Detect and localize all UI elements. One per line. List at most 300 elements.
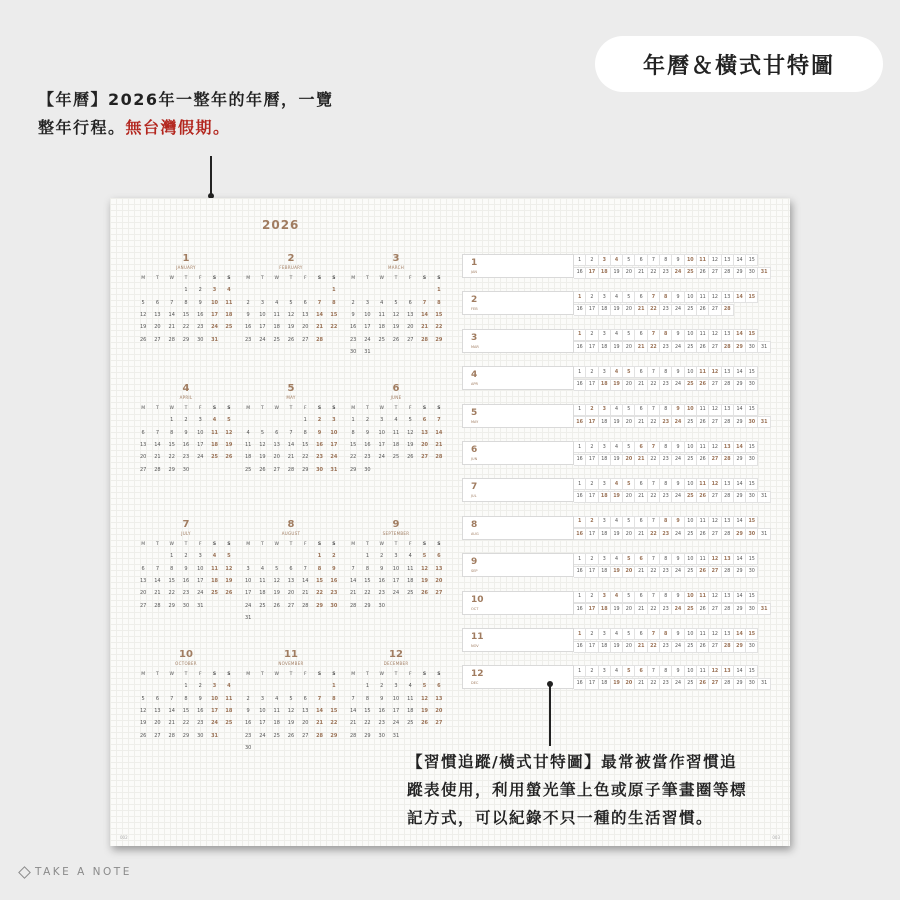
calendar-day[interactable]: 21 bbox=[435, 441, 443, 448]
calendar-day[interactable]: 31 bbox=[364, 349, 371, 356]
calendar-day[interactable]: 19 bbox=[407, 441, 414, 448]
tracker-day-cell[interactable]: 22 bbox=[648, 603, 660, 615]
tracker-day-cell[interactable]: 7 bbox=[648, 553, 660, 565]
tracker-day-cell[interactable]: 24 bbox=[672, 678, 684, 690]
calendar-day[interactable]: 4 bbox=[394, 417, 398, 424]
calendar-day[interactable]: 19 bbox=[139, 324, 147, 331]
calendar-day[interactable]: 22 bbox=[330, 720, 338, 727]
calendar-day[interactable]: 19 bbox=[287, 324, 295, 331]
tracker-day-cell[interactable]: 14 bbox=[734, 478, 746, 490]
tracker-day-cell[interactable]: 10 bbox=[685, 291, 697, 303]
tracker-day-cell[interactable]: 8 bbox=[660, 478, 672, 490]
tracker-day-cell[interactable]: 20 bbox=[623, 491, 635, 503]
calendar-day[interactable]: 28 bbox=[421, 336, 429, 343]
tracker-day-cell[interactable]: 23 bbox=[660, 304, 672, 316]
calendar-day[interactable]: 1 bbox=[170, 417, 174, 424]
tracker-day-cell[interactable]: 8 bbox=[660, 291, 672, 303]
calendar-day[interactable]: 14 bbox=[316, 707, 324, 714]
calendar-day[interactable]: 29 bbox=[364, 732, 371, 739]
tracker-day-cell[interactable]: 13 bbox=[722, 591, 734, 603]
calendar-day[interactable]: 25 bbox=[392, 454, 400, 461]
calendar-day[interactable] bbox=[165, 680, 179, 692]
calendar-day[interactable]: 6 bbox=[141, 429, 145, 436]
tracker-day-cell[interactable]: 28 bbox=[722, 416, 734, 428]
calendar-day[interactable]: 6 bbox=[408, 299, 412, 306]
calendar-day[interactable]: 26 bbox=[259, 466, 266, 473]
tracker-day-cell[interactable]: 8 bbox=[660, 404, 672, 416]
tracker-day-cell[interactable]: 10 bbox=[685, 366, 697, 378]
calendar-day[interactable]: 18 bbox=[378, 324, 385, 331]
tracker-day-cell[interactable]: 16 bbox=[574, 416, 586, 428]
calendar-day[interactable] bbox=[417, 730, 431, 742]
tracker-day-cell[interactable]: 11 bbox=[697, 591, 709, 603]
calendar-day[interactable]: 4 bbox=[212, 553, 217, 560]
calendar-day[interactable]: 31 bbox=[197, 602, 204, 609]
calendar-day[interactable]: 15 bbox=[168, 577, 175, 584]
calendar-day[interactable]: 29 bbox=[435, 336, 443, 343]
tracker-day-cell[interactable]: 4 bbox=[611, 478, 623, 490]
calendar-day[interactable] bbox=[270, 284, 284, 296]
calendar-day[interactable]: 12 bbox=[407, 429, 414, 436]
tracker-day-cell[interactable]: 14 bbox=[734, 366, 746, 378]
calendar-day[interactable]: 23 bbox=[197, 720, 204, 727]
tracker-day-cell[interactable]: 28 bbox=[722, 454, 734, 466]
tracker-day-cell[interactable]: 19 bbox=[611, 416, 623, 428]
calendar-day[interactable] bbox=[389, 464, 403, 476]
calendar-day[interactable]: 13 bbox=[154, 311, 161, 318]
tracker-day-cell[interactable]: 21 bbox=[635, 267, 647, 279]
calendar-day[interactable]: 19 bbox=[421, 707, 429, 714]
calendar-day[interactable]: 4 bbox=[408, 553, 412, 560]
calendar-day[interactable]: 17 bbox=[259, 324, 266, 331]
calendar-day[interactable]: 8 bbox=[184, 695, 188, 702]
calendar-day[interactable]: 20 bbox=[421, 441, 429, 448]
calendar-day[interactable] bbox=[375, 464, 389, 476]
tracker-day-cell[interactable]: 24 bbox=[672, 416, 684, 428]
tracker-day-cell[interactable]: 26 bbox=[697, 267, 709, 279]
tracker-day-cell[interactable]: 4 bbox=[611, 591, 623, 603]
tracker-day-cell[interactable]: 27 bbox=[709, 304, 721, 316]
calendar-day[interactable]: 24 bbox=[211, 720, 219, 727]
calendar-day[interactable]: 14 bbox=[154, 577, 161, 584]
tracker-day-cell[interactable]: 13 bbox=[722, 665, 734, 677]
calendar-day[interactable]: 24 bbox=[197, 454, 204, 461]
calendar-day[interactable]: 22 bbox=[302, 454, 309, 461]
tracker-day-cell[interactable]: 10 bbox=[685, 665, 697, 677]
tracker-day-cell[interactable]: 21 bbox=[635, 379, 647, 391]
calendar-day[interactable]: 20 bbox=[435, 577, 443, 584]
calendar-day[interactable]: 25 bbox=[259, 602, 266, 609]
tracker-day-cell[interactable]: 22 bbox=[648, 416, 660, 428]
calendar-day[interactable] bbox=[403, 600, 417, 612]
tracker-day-cell[interactable]: 4 bbox=[611, 404, 623, 416]
calendar-day[interactable]: 9 bbox=[246, 311, 250, 318]
tracker-day-cell[interactable]: 25 bbox=[685, 528, 697, 540]
tracker-day-cell[interactable]: 9 bbox=[672, 628, 684, 640]
calendar-day[interactable]: 13 bbox=[273, 441, 280, 448]
calendar-day[interactable]: 14 bbox=[287, 441, 295, 448]
tracker-day-cell[interactable]: 16 bbox=[574, 267, 586, 279]
tracker-day-cell[interactable]: 23 bbox=[660, 603, 672, 615]
calendar-day[interactable]: 15 bbox=[364, 707, 371, 714]
tracker-day-cell[interactable]: 22 bbox=[648, 267, 660, 279]
calendar-day[interactable]: 30 bbox=[330, 602, 338, 609]
tracker-day-cell[interactable]: 3 bbox=[599, 591, 611, 603]
tracker-day-cell[interactable]: 31 bbox=[758, 603, 770, 615]
calendar-day[interactable] bbox=[193, 464, 207, 476]
calendar-day[interactable]: 5 bbox=[227, 417, 231, 424]
tracker-day-cell[interactable]: 17 bbox=[586, 341, 598, 353]
calendar-day[interactable]: 7 bbox=[317, 695, 322, 702]
calendar-day[interactable] bbox=[417, 346, 431, 358]
calendar-day[interactable]: 11 bbox=[225, 299, 233, 306]
tracker-day-cell[interactable]: 18 bbox=[599, 454, 611, 466]
calendar-day[interactable] bbox=[360, 284, 374, 296]
calendar-day[interactable]: 12 bbox=[421, 565, 429, 572]
tracker-day-cell[interactable]: 26 bbox=[697, 678, 709, 690]
calendar-day[interactable]: 20 bbox=[139, 454, 147, 461]
calendar-day[interactable]: 14 bbox=[168, 707, 175, 714]
calendar-day[interactable]: 1 bbox=[332, 287, 336, 294]
calendar-day[interactable]: 2 bbox=[246, 695, 250, 702]
calendar-day[interactable]: 5 bbox=[141, 299, 145, 306]
calendar-day[interactable]: 23 bbox=[330, 590, 338, 597]
tracker-day-cell[interactable]: 25 bbox=[685, 491, 697, 503]
tracker-day-cell[interactable]: 27 bbox=[709, 341, 721, 353]
calendar-day[interactable]: 27 bbox=[421, 454, 429, 461]
tracker-day-cell[interactable]: 2 bbox=[586, 329, 598, 341]
tracker-day-cell[interactable]: 24 bbox=[672, 341, 684, 353]
calendar-day[interactable]: 16 bbox=[197, 311, 204, 318]
calendar-day[interactable]: 15 bbox=[349, 441, 357, 448]
tracker-day-cell[interactable]: 5 bbox=[623, 329, 635, 341]
calendar-day[interactable]: 3 bbox=[394, 553, 398, 560]
tracker-day-cell[interactable]: 5 bbox=[623, 665, 635, 677]
calendar-day[interactable]: 28 bbox=[287, 466, 295, 473]
calendar-day[interactable]: 8 bbox=[365, 565, 370, 572]
calendar-day[interactable]: 26 bbox=[139, 732, 147, 739]
tracker-day-cell[interactable]: 6 bbox=[635, 329, 647, 341]
tracker-day-cell[interactable]: 4 bbox=[611, 291, 623, 303]
tracker-day-cell[interactable]: 20 bbox=[623, 454, 635, 466]
calendar-day[interactable]: 24 bbox=[330, 454, 338, 461]
tracker-day-cell[interactable]: 25 bbox=[685, 379, 697, 391]
tracker-day-cell[interactable]: 28 bbox=[722, 341, 734, 353]
tracker-day-cell[interactable]: 18 bbox=[599, 678, 611, 690]
tracker-day-cell[interactable]: 12 bbox=[709, 254, 721, 266]
tracker-day-cell[interactable]: 6 bbox=[635, 291, 647, 303]
tracker-day-cell[interactable]: 17 bbox=[586, 566, 598, 578]
tracker-day-cell[interactable]: 11 bbox=[697, 628, 709, 640]
tracker-day-cell[interactable]: 1 bbox=[574, 329, 586, 341]
tracker-day-cell[interactable]: 21 bbox=[635, 528, 647, 540]
tracker-day-cell[interactable]: 28 bbox=[722, 566, 734, 578]
tracker-day-cell[interactable]: 21 bbox=[635, 341, 647, 353]
tracker-day-cell[interactable]: 19 bbox=[611, 379, 623, 391]
tracker-day-cell[interactable]: 11 bbox=[697, 404, 709, 416]
tracker-day-cell[interactable]: 17 bbox=[586, 491, 598, 503]
calendar-day[interactable]: 20 bbox=[435, 707, 443, 714]
calendar-day[interactable]: 25 bbox=[225, 324, 233, 331]
tracker-day-cell[interactable]: 11 bbox=[697, 516, 709, 528]
tracker-day-cell[interactable]: 5 bbox=[623, 628, 635, 640]
calendar-day[interactable]: 25 bbox=[407, 590, 414, 597]
calendar-day[interactable] bbox=[255, 414, 269, 426]
tracker-day-cell[interactable]: 11 bbox=[697, 441, 709, 453]
tracker-day-cell[interactable]: 25 bbox=[685, 416, 697, 428]
calendar-day[interactable] bbox=[270, 680, 284, 692]
calendar-day[interactable] bbox=[207, 600, 221, 612]
calendar-day[interactable] bbox=[389, 600, 403, 612]
tracker-day-cell[interactable]: 6 bbox=[635, 441, 647, 453]
calendar-day[interactable]: 7 bbox=[155, 429, 160, 436]
tracker-day-cell[interactable]: 10 bbox=[685, 478, 697, 490]
tracker-day-cell[interactable]: 23 bbox=[660, 491, 672, 503]
tracker-day-cell[interactable]: 29 bbox=[734, 491, 746, 503]
tracker-day-cell[interactable]: 12 bbox=[709, 366, 721, 378]
tracker-day-cell[interactable]: 17 bbox=[586, 416, 598, 428]
calendar-day[interactable]: 28 bbox=[316, 732, 324, 739]
calendar-day[interactable] bbox=[346, 550, 360, 562]
tracker-day-cell[interactable]: 28 bbox=[722, 641, 734, 653]
tracker-day-cell[interactable]: 31 bbox=[758, 528, 770, 540]
calendar-day[interactable] bbox=[150, 550, 164, 562]
calendar-day[interactable]: 19 bbox=[139, 720, 147, 727]
tracker-day-cell[interactable]: 15 bbox=[746, 591, 758, 603]
tracker-day-cell[interactable]: 22 bbox=[648, 341, 660, 353]
tracker-day-cell[interactable]: 5 bbox=[623, 366, 635, 378]
calendar-day[interactable]: 21 bbox=[154, 590, 161, 597]
calendar-day[interactable] bbox=[327, 334, 341, 346]
calendar-day[interactable]: 22 bbox=[435, 324, 443, 331]
calendar-day[interactable] bbox=[284, 284, 298, 296]
calendar-day[interactable]: 17 bbox=[197, 577, 204, 584]
calendar-day[interactable] bbox=[222, 600, 236, 612]
tracker-day-cell[interactable]: 25 bbox=[685, 603, 697, 615]
tracker-day-cell[interactable]: 13 bbox=[722, 291, 734, 303]
tracker-day-cell[interactable]: 2 bbox=[586, 478, 598, 490]
calendar-day[interactable]: 23 bbox=[244, 732, 252, 739]
tracker-day-cell[interactable]: 18 bbox=[599, 603, 611, 615]
tracker-day-cell[interactable]: 3 bbox=[599, 366, 611, 378]
calendar-day[interactable]: 21 bbox=[287, 454, 295, 461]
calendar-day[interactable] bbox=[136, 284, 150, 296]
calendar-day[interactable]: 13 bbox=[435, 565, 443, 572]
tracker-day-cell[interactable]: 2 bbox=[586, 366, 598, 378]
tracker-day-cell[interactable]: 23 bbox=[660, 678, 672, 690]
tracker-day-cell[interactable]: 19 bbox=[611, 304, 623, 316]
calendar-day[interactable]: 4 bbox=[246, 429, 250, 436]
calendar-day[interactable]: 8 bbox=[332, 695, 336, 702]
tracker-day-cell[interactable]: 4 bbox=[611, 254, 623, 266]
tracker-day-cell[interactable]: 29 bbox=[734, 641, 746, 653]
tracker-day-cell[interactable]: 10 bbox=[685, 254, 697, 266]
calendar-day[interactable]: 8 bbox=[317, 565, 322, 572]
calendar-day[interactable]: 23 bbox=[244, 336, 252, 343]
calendar-day[interactable]: 20 bbox=[407, 324, 414, 331]
tracker-day-cell[interactable]: 31 bbox=[758, 341, 770, 353]
tracker-day-cell[interactable]: 7 bbox=[648, 628, 660, 640]
tracker-day-cell[interactable]: 30 bbox=[746, 454, 758, 466]
tracker-day-cell[interactable]: 15 bbox=[746, 516, 758, 528]
tracker-day-cell[interactable]: 10 bbox=[685, 516, 697, 528]
tracker-day-cell[interactable]: 17 bbox=[586, 641, 598, 653]
calendar-day[interactable]: 22 bbox=[316, 590, 324, 597]
tracker-day-cell[interactable]: 29 bbox=[734, 603, 746, 615]
calendar-day[interactable]: 5 bbox=[227, 553, 231, 560]
tracker-day-cell[interactable]: 22 bbox=[648, 641, 660, 653]
calendar-day[interactable] bbox=[432, 600, 446, 612]
tracker-day-cell[interactable]: 12 bbox=[709, 441, 721, 453]
tracker-day-cell[interactable]: 8 bbox=[660, 329, 672, 341]
tracker-day-cell[interactable]: 29 bbox=[734, 454, 746, 466]
tracker-day-cell[interactable]: 3 bbox=[599, 254, 611, 266]
tracker-day-cell[interactable]: 28 bbox=[722, 267, 734, 279]
calendar-day[interactable] bbox=[327, 742, 341, 754]
calendar-day[interactable]: 8 bbox=[303, 429, 307, 436]
calendar-day[interactable]: 13 bbox=[154, 707, 161, 714]
calendar-day[interactable]: 7 bbox=[170, 299, 174, 306]
calendar-day[interactable]: 15 bbox=[330, 311, 338, 318]
calendar-day[interactable] bbox=[136, 550, 150, 562]
tracker-day-cell[interactable]: 3 bbox=[599, 404, 611, 416]
calendar-day[interactable]: 16 bbox=[197, 707, 204, 714]
tracker-day-cell[interactable]: 28 bbox=[722, 678, 734, 690]
tracker-day-cell[interactable]: 26 bbox=[697, 454, 709, 466]
calendar-day[interactable]: 19 bbox=[287, 720, 295, 727]
calendar-day[interactable]: 7 bbox=[317, 299, 322, 306]
tracker-day-cell[interactable]: 1 bbox=[574, 366, 586, 378]
tracker-day-cell[interactable]: 27 bbox=[709, 603, 721, 615]
tracker-day-cell[interactable]: 11 bbox=[697, 291, 709, 303]
calendar-day[interactable]: 4 bbox=[275, 299, 279, 306]
calendar-day[interactable]: 22 bbox=[182, 324, 190, 331]
calendar-day[interactable] bbox=[298, 680, 312, 692]
tracker-day-cell[interactable]: 29 bbox=[734, 566, 746, 578]
calendar-day[interactable]: 3 bbox=[365, 299, 370, 306]
calendar-day[interactable]: 29 bbox=[364, 602, 371, 609]
calendar-day[interactable]: 7 bbox=[437, 417, 441, 424]
calendar-day[interactable] bbox=[241, 414, 255, 426]
calendar-day[interactable]: 21 bbox=[349, 720, 357, 727]
tracker-day-cell[interactable]: 18 bbox=[599, 641, 611, 653]
tracker-day-cell[interactable]: 15 bbox=[746, 291, 758, 303]
calendar-day[interactable] bbox=[298, 742, 312, 754]
calendar-day[interactable]: 26 bbox=[407, 454, 414, 461]
calendar-day[interactable]: 3 bbox=[198, 553, 202, 560]
calendar-day[interactable]: 11 bbox=[378, 311, 385, 318]
calendar-day[interactable]: 31 bbox=[330, 466, 338, 473]
tracker-day-cell[interactable]: 16 bbox=[574, 641, 586, 653]
tracker-day-cell[interactable]: 22 bbox=[648, 528, 660, 540]
calendar-day[interactable]: 4 bbox=[227, 683, 231, 690]
calendar-day[interactable] bbox=[312, 284, 326, 296]
tracker-day-cell[interactable]: 27 bbox=[709, 379, 721, 391]
calendar-day[interactable]: 3 bbox=[394, 683, 398, 690]
calendar-day[interactable]: 16 bbox=[244, 324, 252, 331]
calendar-day[interactable]: 27 bbox=[302, 732, 309, 739]
calendar-day[interactable]: 6 bbox=[155, 299, 160, 306]
tracker-day-cell[interactable]: 1 bbox=[574, 591, 586, 603]
tracker-day-cell[interactable]: 4 bbox=[611, 441, 623, 453]
tracker-day-cell[interactable]: 7 bbox=[648, 516, 660, 528]
calendar-day[interactable]: 10 bbox=[211, 695, 219, 702]
tracker-day-cell[interactable]: 14 bbox=[734, 329, 746, 341]
calendar-day[interactable] bbox=[241, 680, 255, 692]
tracker-day-cell[interactable]: 10 bbox=[685, 553, 697, 565]
calendar-day[interactable]: 14 bbox=[349, 707, 357, 714]
calendar-day[interactable]: 31 bbox=[211, 336, 219, 343]
tracker-day-cell[interactable]: 25 bbox=[685, 566, 697, 578]
tracker-day-cell[interactable]: 17 bbox=[586, 304, 598, 316]
calendar-day[interactable]: 30 bbox=[316, 466, 324, 473]
tracker-day-cell[interactable]: 13 bbox=[722, 329, 734, 341]
calendar-day[interactable]: 14 bbox=[168, 311, 175, 318]
tracker-day-cell[interactable]: 6 bbox=[635, 665, 647, 677]
calendar-day[interactable] bbox=[222, 464, 236, 476]
calendar-day[interactable] bbox=[432, 346, 446, 358]
calendar-day[interactable]: 23 bbox=[378, 720, 385, 727]
calendar-day[interactable]: 19 bbox=[225, 577, 233, 584]
calendar-day[interactable] bbox=[417, 600, 431, 612]
tracker-day-cell[interactable]: 27 bbox=[709, 641, 721, 653]
calendar-day[interactable]: 1 bbox=[184, 683, 188, 690]
calendar-day[interactable]: 12 bbox=[259, 441, 266, 448]
tracker-day-cell[interactable]: 17 bbox=[586, 379, 598, 391]
calendar-day[interactable]: 28 bbox=[302, 602, 309, 609]
tracker-day-cell[interactable]: 23 bbox=[660, 641, 672, 653]
tracker-day-cell[interactable]: 25 bbox=[685, 304, 697, 316]
calendar-day[interactable]: 21 bbox=[349, 590, 357, 597]
tracker-day-cell[interactable]: 6 bbox=[635, 628, 647, 640]
calendar-day[interactable] bbox=[389, 284, 403, 296]
tracker-day-cell[interactable]: 7 bbox=[648, 665, 660, 677]
tracker-day-cell[interactable]: 16 bbox=[574, 341, 586, 353]
tracker-day-cell[interactable]: 13 bbox=[722, 441, 734, 453]
calendar-day[interactable]: 27 bbox=[287, 602, 295, 609]
calendar-day[interactable]: 2 bbox=[351, 299, 355, 306]
tracker-day-cell[interactable]: 2 bbox=[586, 291, 598, 303]
tracker-day-cell[interactable]: 7 bbox=[648, 478, 660, 490]
calendar-day[interactable]: 13 bbox=[139, 441, 147, 448]
calendar-day[interactable]: 18 bbox=[211, 577, 219, 584]
calendar-day[interactable]: 30 bbox=[364, 466, 371, 473]
tracker-day-cell[interactable]: 13 bbox=[722, 628, 734, 640]
tracker-day-cell[interactable]: 20 bbox=[623, 641, 635, 653]
calendar-day[interactable]: 24 bbox=[244, 602, 252, 609]
calendar-day[interactable]: 3 bbox=[212, 683, 217, 690]
tracker-day-cell[interactable]: 27 bbox=[709, 566, 721, 578]
calendar-day[interactable] bbox=[270, 550, 284, 562]
calendar-day[interactable] bbox=[375, 284, 389, 296]
tracker-day-cell[interactable]: 2 bbox=[586, 254, 598, 266]
tracker-day-cell[interactable]: 5 bbox=[623, 553, 635, 565]
calendar-day[interactable] bbox=[403, 464, 417, 476]
calendar-day[interactable]: 3 bbox=[260, 299, 265, 306]
calendar-day[interactable]: 22 bbox=[364, 590, 371, 597]
tracker-day-cell[interactable]: 19 bbox=[611, 267, 623, 279]
calendar-day[interactable]: 16 bbox=[244, 720, 252, 727]
calendar-day[interactable]: 31 bbox=[211, 732, 219, 739]
calendar-day[interactable]: 8 bbox=[170, 565, 174, 572]
calendar-day[interactable]: 10 bbox=[392, 565, 400, 572]
tracker-day-cell[interactable]: 16 bbox=[574, 603, 586, 615]
calendar-day[interactable]: 22 bbox=[168, 590, 175, 597]
calendar-day[interactable]: 20 bbox=[154, 720, 161, 727]
tracker-day-cell[interactable]: 24 bbox=[672, 454, 684, 466]
tracker-day-cell[interactable]: 14 bbox=[734, 665, 746, 677]
calendar-day[interactable]: 4 bbox=[212, 417, 217, 424]
